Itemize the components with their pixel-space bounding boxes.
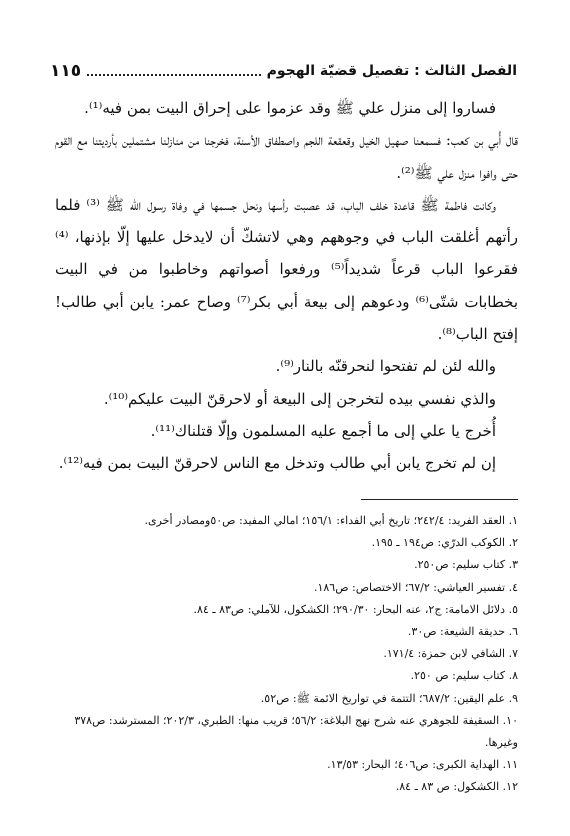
paragraph: والذي نفسي بيده لتخرجن إلى البيعة أو لاحرقنّ البيت عليكم⁽¹⁰⁾. bbox=[103, 389, 496, 408]
footnote: ١٠. السقيفة للجوهري عنه شرح نهج البلاغة: ٥٦/٢؛ قريب منها: الطبري، ٢٠٢/٣؛ المسترشد: ص٣٧٨ وغيرها. bbox=[74, 713, 518, 750]
footnote: ١٢. الكشكول: ص ٨٣ ـ ٨٤. bbox=[395, 780, 518, 794]
paragraph: وكانت فاطمة ﷺ قاعدة خلف الباب، قد عصبت رأسها ونحل جسمها في وفاة رسول الله ﷺ ⁽³⁾ فلما رأتهم أغلقت الباب في وجوههم وهي لاتشكّ أن لايدخل عليها إلّا بإذنها، ⁽⁴⁾ فقرعوا الباب قرعاً شديداً⁽⁵⁾ ورفعوا أصواتهم وخاطبوا من في البيت بخطابات شتّى⁽⁶⁾ ودعوهم إلى بيعة أبي بكر⁽⁷⁾ وصاح عمر: يابن أبي طالب! إفتح الباب⁽⁸⁾. bbox=[55, 195, 519, 344]
footnote: ٤. تفسير العياشي: ٦٧/٢؛ الاختصاص: ص١٨٦. bbox=[313, 580, 518, 594]
footnote: ٩. علم اليقين: ٦٨٧/٢؛ التتمة في تواريخ الائمة ﷺ: ص٥٢. bbox=[260, 691, 518, 705]
header-dot-leader bbox=[87, 74, 260, 76]
footnote: ٥. دلائل الامامة: ج٢، عنه البحار: ٢٩٠/٣٠؛ الكشكول، للآملي: ص٨٣ ـ ٨٤. bbox=[193, 602, 518, 616]
paragraph: إن لم تخرج يابن أبي طالب وتدخل مع الناس لاحرقنّ البيت بمن فيه⁽¹²⁾. bbox=[58, 454, 496, 473]
footnote: ٢. الكوكب الدرّي: ص١٩٤ ـ ١٩٥. bbox=[371, 536, 518, 550]
footnotes bbox=[48, 510, 518, 799]
footnote: ٧. الشافي لابن حمزة: ١٧١/٤. bbox=[383, 647, 518, 661]
paragraph: فساروا إلى منزل علي ﷺ وقد عزموا على إحراق البيت بمن فيه⁽¹⁾. bbox=[84, 99, 496, 117]
chapter-title: الفصل الثالث : تفصيل قضيّة الهجوم bbox=[266, 63, 517, 79]
paragraph: قال أُبي بن كعب: فسمعنا صهيل الخيل وقعقعة اللجم واصطفاق الأسنة، فخرجنا من منازلنا مشتملين بأرديتنا مع القوم حتى وافوا منزل علي ﷺ⁽²⁾. bbox=[55, 131, 518, 182]
footnote: ١. العقد الفريد: ٢٤٢/٤؛ تاريخ أبي الفداء: ١٥٦/١؛ امالي المفيد: ص٥٠ومصادر أخرى. bbox=[144, 514, 518, 527]
footnote: ٣. كتاب سليم: ص٢٥٠. bbox=[414, 558, 518, 572]
footnote: ٦. حديقة الشيعة: ص٣٠. bbox=[407, 625, 518, 639]
footnote-separator bbox=[361, 499, 518, 500]
footnote: ١١. الهداية الكبرى: ص٤٠٦؛ البحار: ١٣/٥٣. bbox=[327, 758, 518, 772]
paragraph: أُخرج يا علي إلى ما أجمع عليه المسلمون وإلّا قتلناك⁽¹¹⁾. bbox=[150, 421, 496, 440]
page-number: ١١٥ bbox=[50, 61, 82, 81]
main-text bbox=[55, 92, 518, 480]
running-header bbox=[50, 58, 517, 84]
paragraph: والله لئن لم تفتحوا لنحرقنّه بالنار⁽⁹⁾. bbox=[275, 357, 496, 376]
footnote: ٨. كتاب سليم: ص ٢٥٠. bbox=[410, 669, 518, 683]
